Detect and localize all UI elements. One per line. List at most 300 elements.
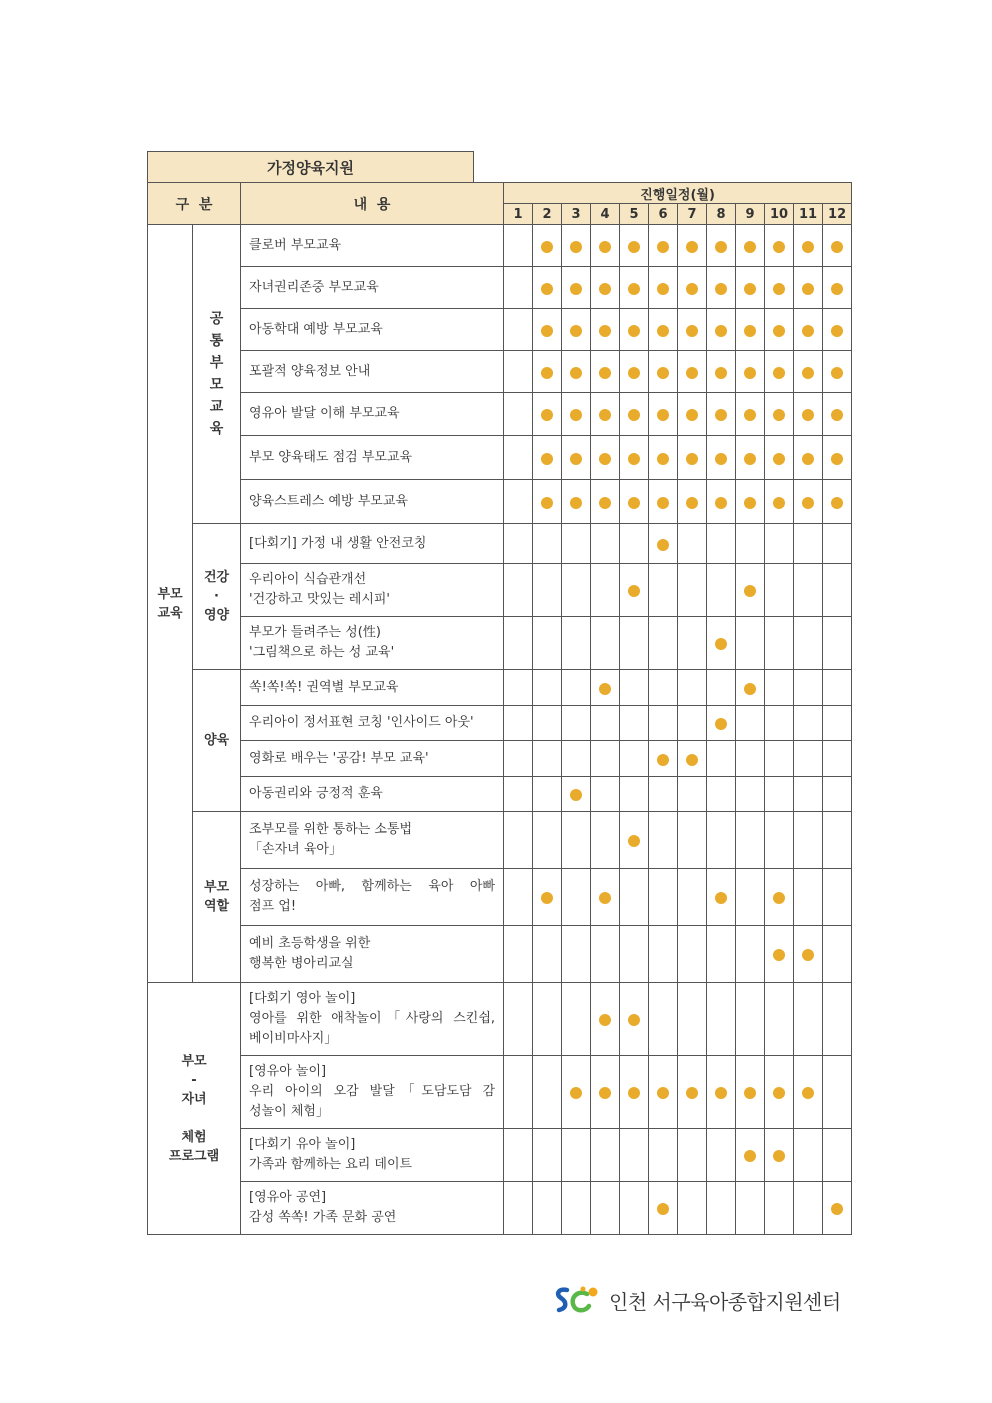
month-cell-11 [794,670,823,706]
month-cell-8 [707,393,736,436]
month-cell-1 [504,777,533,812]
schedule-dot [744,1087,756,1099]
table-row [148,309,852,351]
month-cell-3 [562,524,591,564]
month-cell-4 [591,670,620,706]
table-row [148,869,852,926]
schedule-dot [570,409,582,421]
month-cell-2 [533,983,562,1056]
schedule-dot [686,283,698,295]
month-cell-4 [591,983,620,1056]
month-cell-8 [707,1056,736,1129]
month-cell-11 [794,1129,823,1182]
month-cell-7 [678,564,707,617]
month-cell-8 [707,777,736,812]
month-cell-2 [533,670,562,706]
schedule-dot [686,754,698,766]
schedule-dot [715,367,727,379]
month-cell-1 [504,617,533,670]
month-cell-11 [794,393,823,436]
month-cell-5 [620,393,649,436]
month-header-11: 11 [794,204,823,225]
month-cell-11 [794,524,823,564]
month-cell-4 [591,436,620,480]
month-cell-5 [620,869,649,926]
table-row [148,564,852,617]
schedule-dot [599,497,611,509]
month-cell-2 [533,741,562,777]
month-cell-5 [620,309,649,351]
schedule-dot [628,409,640,421]
month-cell-2 [533,309,562,351]
program-name [241,225,504,267]
month-cell-12 [823,225,852,267]
schedule-dot [570,325,582,337]
schedule-dot [657,409,669,421]
month-cell-3 [562,564,591,617]
table-row [148,1182,852,1235]
month-cell-10 [765,309,794,351]
month-cell-4 [591,267,620,309]
month-cell-5 [620,267,649,309]
table-row [148,1129,852,1182]
program-name [241,670,504,706]
month-cell-12 [823,393,852,436]
month-cell-8 [707,617,736,670]
program-name [241,1056,504,1129]
program-name-line: 예비 초등학생을 위한 [249,936,371,951]
month-cell-9 [736,617,765,670]
schedule-dot [831,367,843,379]
month-cell-7 [678,267,707,309]
month-cell-8 [707,706,736,741]
schedule-dot [802,409,814,421]
month-cell-9 [736,480,765,524]
month-cell-8 [707,1182,736,1235]
month-cell-10 [765,1182,794,1235]
month-cell-4 [591,869,620,926]
schedule-dot [744,497,756,509]
schedule-dot [773,497,785,509]
schedule-dot [686,1087,698,1099]
schedule-dot [570,283,582,295]
month-cell-11 [794,777,823,812]
month-cell-10 [765,869,794,926]
table-row [148,1056,852,1129]
month-cell-8 [707,670,736,706]
schedule-dot [831,453,843,465]
month-cell-5 [620,670,649,706]
month-cell-3 [562,983,591,1056]
program-name-line: 베이비마사지」 [249,1031,338,1046]
month-cell-4 [591,706,620,741]
month-cell-1 [504,480,533,524]
program-name-line: 부모 양육태도 점검 부모교육 [249,449,413,465]
month-cell-2 [533,617,562,670]
month-cell-1 [504,1056,533,1129]
month-cell-1 [504,741,533,777]
program-name-line: 아동학대 예방 부모교육 [249,321,383,337]
month-cell-2 [533,267,562,309]
schedule-dot [599,892,611,904]
month-cell-3 [562,225,591,267]
month-cell-7 [678,351,707,393]
schedule-dot [773,892,785,904]
month-cell-3 [562,309,591,351]
schedule-dot [686,497,698,509]
month-cell-9 [736,564,765,617]
month-cell-7 [678,436,707,480]
month-cell-7 [678,812,707,869]
month-cell-8 [707,480,736,524]
month-cell-10 [765,617,794,670]
schedule-dot [744,325,756,337]
schedule-dot [541,241,553,253]
schedule-dot [570,367,582,379]
month-cell-1 [504,309,533,351]
month-cell-6 [649,225,678,267]
schedule-dot [657,497,669,509]
table-row [148,983,852,1056]
schedule-dot [541,325,553,337]
month-cell-7 [678,741,707,777]
month-cell-5 [620,564,649,617]
program-name-line: [다회기 영아 놀이] [249,991,356,1006]
month-cell-12 [823,1056,852,1129]
schedule-dot [570,1087,582,1099]
month-cell-12 [823,436,852,480]
month-cell-8 [707,564,736,617]
month-cell-2 [533,1129,562,1182]
schedule-dot [715,409,727,421]
month-cell-1 [504,869,533,926]
program-name-line: [영유아 공연] [249,1190,327,1205]
month-cell-7 [678,393,707,436]
subcategory-cell: 부모 역할 [193,812,241,983]
month-cell-10 [765,480,794,524]
month-cell-4 [591,1129,620,1182]
schedule-dot [802,367,814,379]
schedule-dot [628,325,640,337]
month-cell-4 [591,1056,620,1129]
table-row [148,926,852,983]
month-cell-4 [591,480,620,524]
month-cell-9 [736,309,765,351]
month-cell-12 [823,564,852,617]
schedule-dot [744,1150,756,1162]
month-cell-12 [823,812,852,869]
month-cell-2 [533,777,562,812]
schedule-dot [628,1087,640,1099]
schedule-dot [599,1014,611,1026]
month-cell-12 [823,777,852,812]
month-cell-3 [562,812,591,869]
month-header-6: 6 [649,204,678,225]
program-name-line: 조부모를 위한 통하는 소통법 [249,822,413,837]
month-cell-1 [504,436,533,480]
program-name-line: 부모가 들려주는 성(性) [249,625,381,640]
schedule-dot [715,241,727,253]
program-name-line: 우리 아이의 오감 발달「도담도담 감 [249,1084,496,1099]
month-header-9: 9 [736,204,765,225]
month-cell-5 [620,1129,649,1182]
month-cell-10 [765,436,794,480]
month-cell-12 [823,267,852,309]
month-cell-6 [649,777,678,812]
month-cell-8 [707,812,736,869]
schedule-dot [773,367,785,379]
schedule-dot [831,325,843,337]
month-cell-10 [765,926,794,983]
month-cell-6 [649,1129,678,1182]
schedule-dot [744,241,756,253]
footer-logo [553,1284,841,1316]
month-cell-3 [562,777,591,812]
month-cell-3 [562,393,591,436]
month-cell-4 [591,741,620,777]
schedule-dot [628,835,640,847]
month-cell-4 [591,524,620,564]
month-cell-7 [678,869,707,926]
month-cell-1 [504,983,533,1056]
month-cell-11 [794,480,823,524]
month-header-5: 5 [620,204,649,225]
month-cell-5 [620,706,649,741]
month-cell-5 [620,1182,649,1235]
schedule-dot [570,453,582,465]
month-cell-9 [736,812,765,869]
month-cell-10 [765,393,794,436]
month-cell-2 [533,393,562,436]
schedule-dot [773,409,785,421]
schedule-dot [657,325,669,337]
month-cell-7 [678,706,707,741]
month-cell-6 [649,926,678,983]
month-cell-2 [533,706,562,741]
month-cell-8 [707,351,736,393]
month-cell-8 [707,1129,736,1182]
subcategory-cell: 양육 [193,670,241,812]
schedule-dot [657,283,669,295]
month-cell-7 [678,1182,707,1235]
month-cell-7 [678,926,707,983]
month-cell-9 [736,741,765,777]
schedule-dot [657,241,669,253]
program-name [241,393,504,436]
month-cell-4 [591,1182,620,1235]
month-cell-10 [765,777,794,812]
month-cell-11 [794,812,823,869]
month-cell-5 [620,617,649,670]
program-name-line: 자녀권리존중 부모교육 [249,279,379,295]
schedule-dot [628,1014,640,1026]
month-cell-4 [591,777,620,812]
table-row [148,351,852,393]
month-cell-10 [765,267,794,309]
schedule-dot [541,892,553,904]
month-cell-8 [707,436,736,480]
month-cell-7 [678,225,707,267]
month-cell-11 [794,1182,823,1235]
month-cell-1 [504,1182,533,1235]
month-cell-5 [620,524,649,564]
month-cell-9 [736,1129,765,1182]
month-cell-6 [649,983,678,1056]
month-cell-1 [504,1129,533,1182]
month-cell-4 [591,812,620,869]
header-category: 구 분 [148,183,241,225]
schedule-dot [744,409,756,421]
schedule-dot [628,453,640,465]
header-content: 내 용 [241,183,504,225]
schedule-dot [802,1087,814,1099]
month-cell-12 [823,309,852,351]
program-name [241,617,504,670]
month-cell-1 [504,926,533,983]
schedule-dot [831,409,843,421]
month-cell-6 [649,267,678,309]
schedule-table [147,182,852,1235]
program-name-line: 양육스트레스 예방 부모교육 [249,493,408,509]
month-cell-11 [794,267,823,309]
table-row [148,393,852,436]
month-cell-1 [504,393,533,436]
month-cell-2 [533,436,562,480]
schedule-dot [541,283,553,295]
month-cell-10 [765,225,794,267]
month-cell-3 [562,926,591,983]
month-cell-11 [794,741,823,777]
table-row [148,670,852,706]
month-cell-8 [707,225,736,267]
schedule-dot [744,367,756,379]
month-cell-12 [823,670,852,706]
program-name-line: 포괄적 양육정보 안내 [249,363,371,379]
month-cell-3 [562,267,591,309]
month-cell-3 [562,351,591,393]
month-cell-10 [765,524,794,564]
program-name-line: 영아를 위한 애착놀이「사랑의 스킨쉽, [249,1011,496,1026]
schedule-dot [686,367,698,379]
month-cell-11 [794,564,823,617]
month-cell-3 [562,1129,591,1182]
schedule-dot [686,241,698,253]
category-cell: 부모 - 자녀 체험 프로그램 [148,983,241,1235]
program-name-line: 쏙!쏙!쏙! 권역별 부모교육 [249,679,399,695]
month-cell-2 [533,564,562,617]
schedule-dot [657,1087,669,1099]
month-cell-9 [736,670,765,706]
schedule-dot [802,497,814,509]
month-cell-6 [649,309,678,351]
schedule-dot [657,754,669,766]
month-cell-7 [678,480,707,524]
month-header-7: 7 [678,204,707,225]
month-cell-6 [649,741,678,777]
month-cell-2 [533,480,562,524]
schedule-dot [599,283,611,295]
program-name-line: 감성 쏙쏙! 가족 문화 공연 [249,1210,397,1225]
month-cell-9 [736,524,765,564]
header-schedule: 진행일정(월) [504,183,852,204]
program-name [241,1182,504,1235]
month-cell-8 [707,309,736,351]
program-name-line: 아동권리와 긍정적 훈육 [249,786,383,801]
month-cell-7 [678,670,707,706]
program-name-line: 점프 업! [249,899,297,914]
month-cell-5 [620,926,649,983]
table-row [148,524,852,564]
program-name [241,926,504,983]
month-cell-12 [823,524,852,564]
program-name-line: '건강하고 맛있는 레시피' [249,592,391,607]
month-cell-5 [620,812,649,869]
program-name-line: 영화로 배우는 '공감! 부모 교육' [249,750,429,766]
month-cell-7 [678,524,707,564]
month-cell-10 [765,706,794,741]
month-cell-9 [736,1182,765,1235]
subcategory-label: 공통부모교육 [209,311,224,437]
month-cell-10 [765,1129,794,1182]
month-cell-6 [649,617,678,670]
month-cell-1 [504,524,533,564]
month-cell-6 [649,706,678,741]
program-name [241,309,504,351]
month-cell-3 [562,869,591,926]
schedule-dot [657,539,669,551]
month-cell-12 [823,617,852,670]
month-cell-7 [678,983,707,1056]
month-cell-6 [649,812,678,869]
table-row [148,812,852,869]
schedule-dot [599,453,611,465]
table-row [148,267,852,309]
schedule-dot [715,283,727,295]
month-cell-9 [736,926,765,983]
month-cell-5 [620,983,649,1056]
schedule-dot [715,638,727,650]
program-name [241,436,504,480]
schedule-dot [802,325,814,337]
month-cell-5 [620,777,649,812]
month-cell-12 [823,983,852,1056]
month-cell-12 [823,869,852,926]
category-cell: 부모 교육 [148,225,193,983]
month-cell-3 [562,741,591,777]
month-cell-1 [504,267,533,309]
schedule-dot [599,367,611,379]
program-name-line: 클로버 부모교육 [249,237,342,253]
month-cell-7 [678,1056,707,1129]
month-cell-12 [823,926,852,983]
program-name [241,983,504,1056]
program-name-line: 우리아이 식습관개선 [249,572,367,587]
schedule-dot [599,241,611,253]
month-cell-2 [533,1056,562,1129]
month-cell-8 [707,267,736,309]
month-cell-10 [765,351,794,393]
schedule-dot [802,283,814,295]
schedule-dot [686,409,698,421]
month-cell-9 [736,983,765,1056]
month-cell-8 [707,524,736,564]
table-row [148,480,852,524]
month-cell-1 [504,812,533,869]
program-name-line: 성장하는 아빠, 함께하는 육아 아빠 [249,879,496,894]
schedule-dot [541,497,553,509]
program-name-line: 가족과 함께하는 요리 데이트 [249,1157,413,1172]
month-cell-5 [620,1056,649,1129]
